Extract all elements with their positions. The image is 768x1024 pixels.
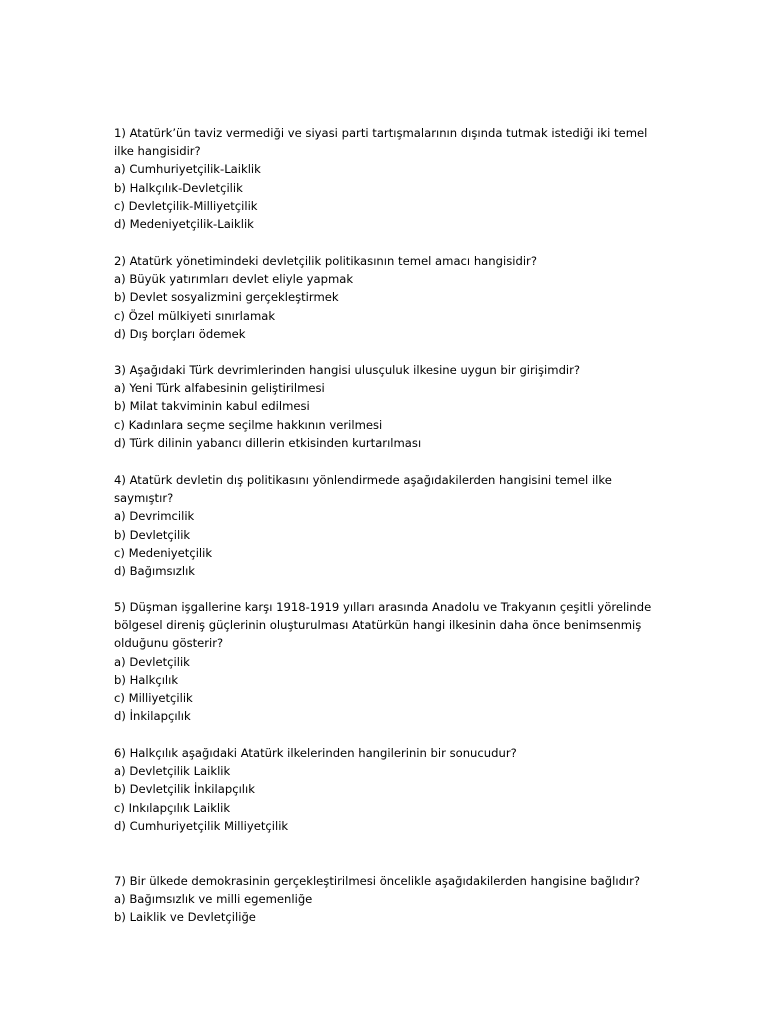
answer-option-c: c) Özel mülkiyeti sınırlamak	[114, 308, 276, 323]
answer-option-a: a) Büyük yatırımları devlet eliyle yapmak	[114, 272, 354, 287]
question-text: 1) Atatürk’ün taviz vermediği ve siyasi parti tartışmalarının dışında tutmak istediği iki temel	[114, 126, 648, 140]
question-text: olduğunu gösterir?	[114, 636, 224, 651]
answer-option-c: c) Inkılapçılık Laiklik	[114, 800, 231, 815]
answer-option-a: a) Bağımsızlık ve milli egemenliğe	[114, 892, 313, 907]
answer-option-d: d) Bağımsızlık	[114, 564, 196, 579]
question-text: 4) Atatürk devletin dış politikasını yönlendirmede aşağıdakilerden hangisini temel ilke	[114, 473, 612, 487]
question-text: 5) Düşman işgallerine karşı 1918-1919 yılları arasında Anadolu ve Trakyanın çeşitli yörelinde	[114, 600, 652, 614]
answer-option-a: a) Yeni Türk alfabesinin geliştirilmesi	[114, 381, 325, 396]
answer-option-a: a) Devletçilik Laiklik	[114, 764, 231, 779]
answer-option-b: b) Milat takviminin kabul edilmesi	[114, 399, 310, 414]
answer-option-c: c) Kadınlara seçme seçilme hakkının verilmesi	[114, 417, 383, 432]
answer-option-b: b) Halkçılık-Devletçilik	[114, 180, 243, 195]
question-text: 6) Halkçılık aşağıdaki Atatürk ilkelerinden hangilerinin bir sonucudur?	[114, 746, 517, 760]
question-text: bölgesel direniş güçlerinin oluşturulması Atatürkün hangi ilkesinin daha önce benimsenmiş	[114, 618, 642, 633]
question-6	[114, 744, 674, 835]
question-2	[114, 252, 674, 343]
answer-option-b: b) Laiklik ve Devletçiliğe	[114, 910, 256, 925]
answer-option-b: b) Devletçilik İnkilapçılık	[114, 782, 255, 797]
question-5	[114, 598, 674, 725]
question-text: 7) Bir ülkede demokrasinin gerçekleştirilmesi öncelikle aşağıdakilerden hangisine bağlıdır?	[114, 874, 641, 888]
answer-option-b: b) Devlet sosyalizmini gerçekleştirmek	[114, 290, 339, 305]
answer-option-d: d) İnkilapçılık	[114, 709, 191, 724]
question-4	[114, 471, 674, 580]
question-7	[114, 872, 674, 927]
answer-option-a: a) Devrimcilik	[114, 509, 195, 524]
answer-option-d: d) Medeniyetçilik-Laiklik	[114, 217, 254, 232]
question-1	[114, 124, 674, 233]
question-text: ilke hangisidir?	[114, 144, 201, 159]
answer-option-c: c) Medeniyetçilik	[114, 545, 213, 560]
answer-option-c: c) Milliyetçilik	[114, 691, 193, 706]
answer-option-a: a) Devletçilik	[114, 654, 190, 669]
question-text: 3) Aşağıdaki Türk devrimlerinden hangisi ulusçuluk ilkesine uygun bir girişimdir?	[114, 363, 581, 377]
question-3	[114, 361, 674, 452]
question-text: 2) Atatürk yönetimindeki devletçilik politikasının temel amacı hangisidir?	[114, 254, 537, 268]
answer-option-d: d) Dış borçları ödemek	[114, 326, 246, 341]
answer-option-a: a) Cumhuriyetçilik-Laiklik	[114, 162, 261, 177]
answer-option-d: d) Türk dilinin yabancı dillerin etkisinden kurtarılması	[114, 435, 422, 450]
answer-option-d: d) Cumhuriyetçilik Milliyetçilik	[114, 818, 289, 833]
answer-option-b: b) Halkçılık	[114, 672, 179, 687]
question-text: saymıştır?	[114, 491, 174, 506]
answer-option-c: c) Devletçilik-Milliyetçilik	[114, 198, 258, 213]
answer-option-b: b) Devletçilik	[114, 527, 191, 542]
